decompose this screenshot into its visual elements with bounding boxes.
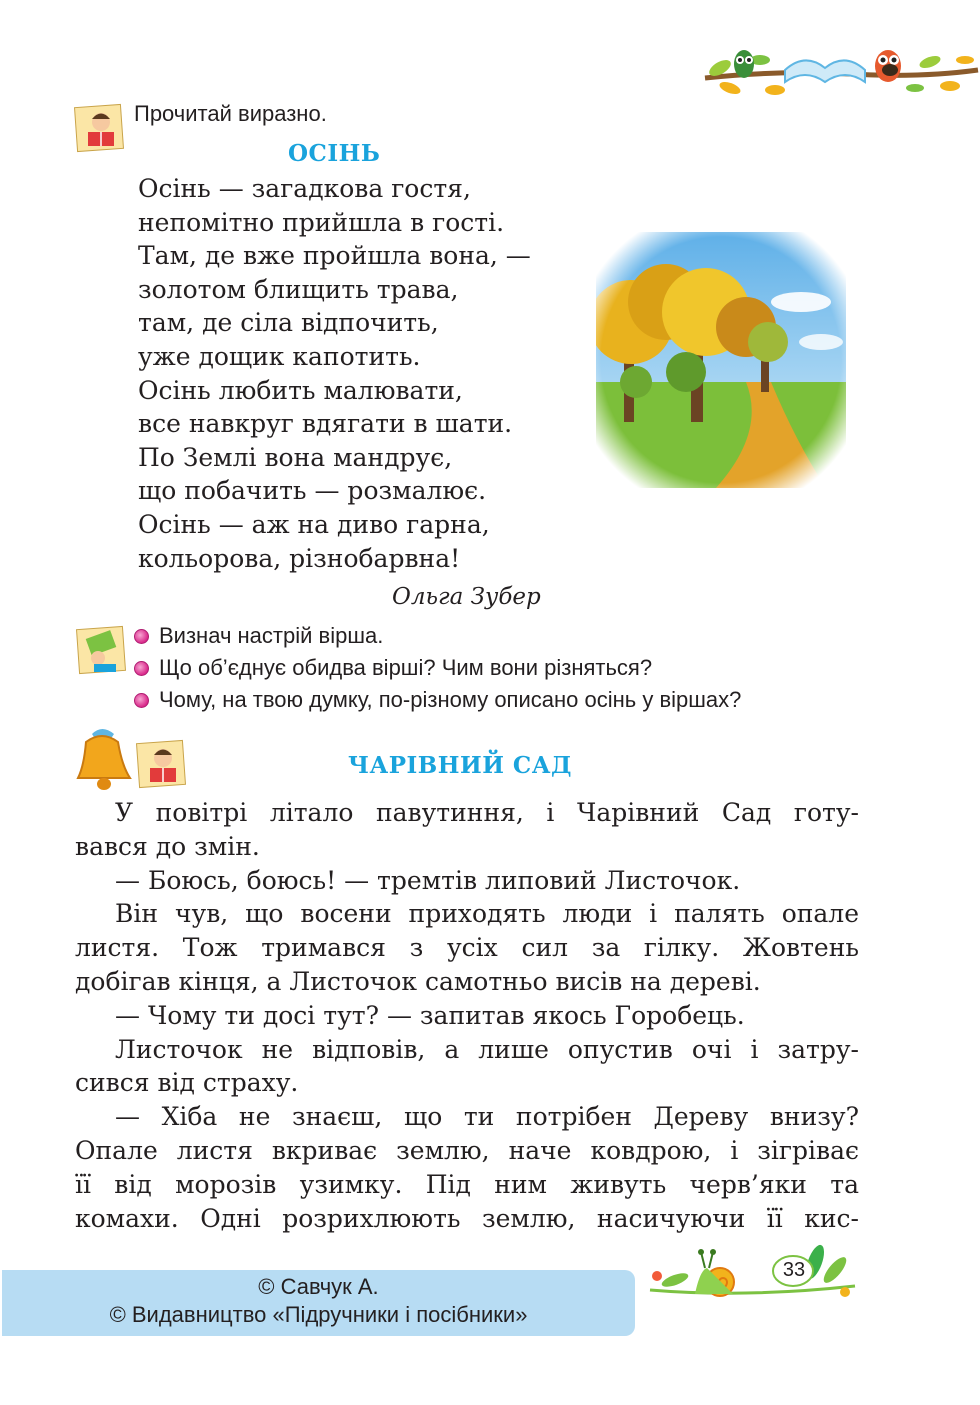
footer-snail-flowers-decoration [645, 1240, 860, 1310]
story-line: Опале листя вкриває землю, наче ковдрою, і зігріває [75, 1135, 859, 1165]
poem-title: ОСІНЬ [288, 140, 381, 167]
poem-line: уже дощик капотить. [138, 341, 421, 371]
story-line: листя. Тож тримався з усіх сил за гілку. Жовтень [75, 933, 859, 963]
autumn-landscape-illustration [596, 232, 846, 488]
story-line: сився від страху. [75, 1068, 299, 1098]
header-branch-owls-decoration [700, 30, 980, 110]
story-line: Він чув, що восени приходять люди і палять опале [115, 899, 859, 929]
story-paragraph [75, 897, 859, 998]
story-paragraph [75, 999, 859, 1033]
poem-line: Осінь любить малювати, [138, 375, 463, 405]
pink-bullet-icon [134, 661, 149, 676]
question-item [134, 652, 741, 684]
poem-line: там, де сіла відпочить, [138, 308, 439, 338]
story-line: Листочок не відповів, а лише опустив очі і затру- [115, 1034, 859, 1064]
story-line: — Боюсь, боюсь! — тремтів липовий Листочок. [115, 865, 741, 895]
question-item [134, 684, 741, 716]
instruction-text: Прочитай виразно. [134, 101, 327, 126]
story-paragraph [75, 796, 859, 864]
bell-icon [72, 726, 134, 794]
question-text: Визнач настрій вірша. [159, 623, 384, 648]
story-line: — Чому ти досі тут? — запитав якось Горобець. [115, 1000, 745, 1030]
story-line: У повітрі літало павутиння, і Чарівний Сад готу- [115, 798, 859, 827]
questions-task-icon [74, 622, 130, 678]
question-text: Чому, на твою думку, по-різному описано осінь у віршах? [159, 687, 742, 712]
story-body [75, 796, 859, 1235]
story-title: ЧАРІВНИЙ САД [348, 752, 572, 779]
page-number: 33 [782, 1259, 806, 1281]
poem-line: Осінь — загадкова гостя, [138, 174, 471, 203]
story-line: вався до змін. [75, 831, 260, 861]
story-line: комахи. Одні розрихлюють землю, насичуючи її кис- [75, 1203, 859, 1233]
poem-line: золотом блищить трава, [138, 274, 459, 304]
poem-body [138, 172, 588, 575]
reading-child-icon-2 [134, 736, 190, 792]
poem-line: По Землі вона мандрує, [138, 442, 453, 472]
copyright-author: © Савчук А. [258, 1274, 379, 1299]
story-paragraph [75, 864, 859, 898]
question-item [134, 620, 741, 652]
poem-line: Там, де вже пройшла вона, — [138, 241, 531, 271]
story-line: — Хіба не знаєш, що ти потрібен Дереву внизу? [115, 1102, 859, 1132]
poem-line: що побачить — розмалює. [138, 476, 487, 506]
story-paragraph [75, 1033, 859, 1101]
copyright-publisher: © Видавництво «Підручники і посібники» [109, 1302, 528, 1327]
poem-line: кольорова, різнобарвна! [138, 543, 461, 573]
story-paragraph [75, 1100, 859, 1235]
story-line: її від морозів узимку. Під ним живуть черв’яки та [75, 1169, 859, 1199]
questions-list [134, 620, 741, 716]
poem-line: Осінь — аж на диво гарна, [138, 509, 490, 539]
pink-bullet-icon [134, 629, 149, 644]
poem-author: Ольга Зубер [392, 584, 541, 610]
poem-line: все навкруг вдягати в шати. [138, 409, 513, 439]
poem-line: непомітно прийшла в гості. [138, 207, 505, 237]
pink-bullet-icon [134, 693, 149, 708]
reading-child-icon [72, 100, 128, 156]
copyright-box [2, 1270, 635, 1336]
story-line: добігав кінця, а Листочок самотньо висів на дереві. [75, 966, 761, 996]
question-text: Що об’єднує обидва вірші? Чим вони різняться? [159, 655, 653, 680]
